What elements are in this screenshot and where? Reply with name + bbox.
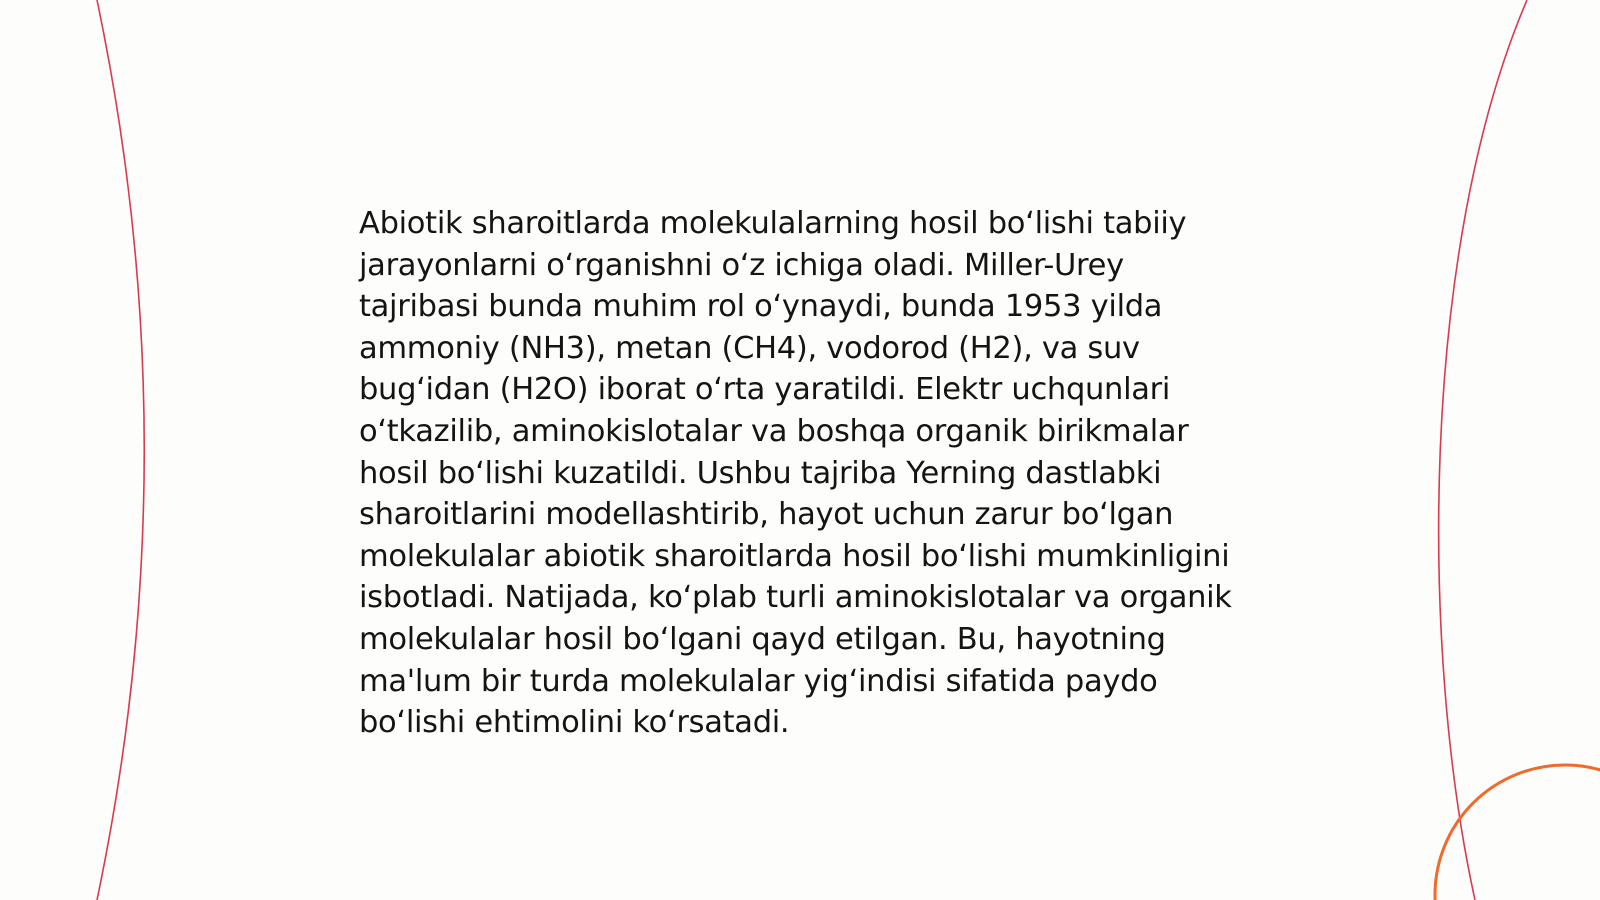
left-curve-line bbox=[97, 0, 144, 900]
body-paragraph: Abiotik sharoitlarda molekulalarning hosil bo‘lishi tabiiy jarayonlarni o‘rganishni o‘z ichiga oladi. Miller-Urey tajribasi bunda muhim rol o‘ynaydi, bunda 1953 yilda ammoniy (NH3), metan (CH4), vodorod (H2), va suv bug‘idan (H2O) iborat o‘rta yaratildi. Elektr uchqunlari o‘tkazilib, aminokislotalar va boshqa organik birikmalar hosil bo‘lishi kuzatildi. Ushbu tajriba Yerning dastlabki sharoitlarini modellashtirib, hayot uchun zarur bo‘lgan molekulalar abiotik sharoitlarda hosil bo‘lishi mumkinligini isbotladi. Natijada, ko‘plab turli aminokislotalar va organik molekulalar hosil bo‘lgani qayd etilgan. Bu, hayotning ma'lum bir turda molekulalar yig‘indisi sifatida paydo bo‘lishi ehtimolini ko‘rsatadi. bbox=[359, 206, 1232, 741]
orange-circle-accent bbox=[1435, 765, 1600, 900]
right-curve-line bbox=[1439, 0, 1527, 900]
